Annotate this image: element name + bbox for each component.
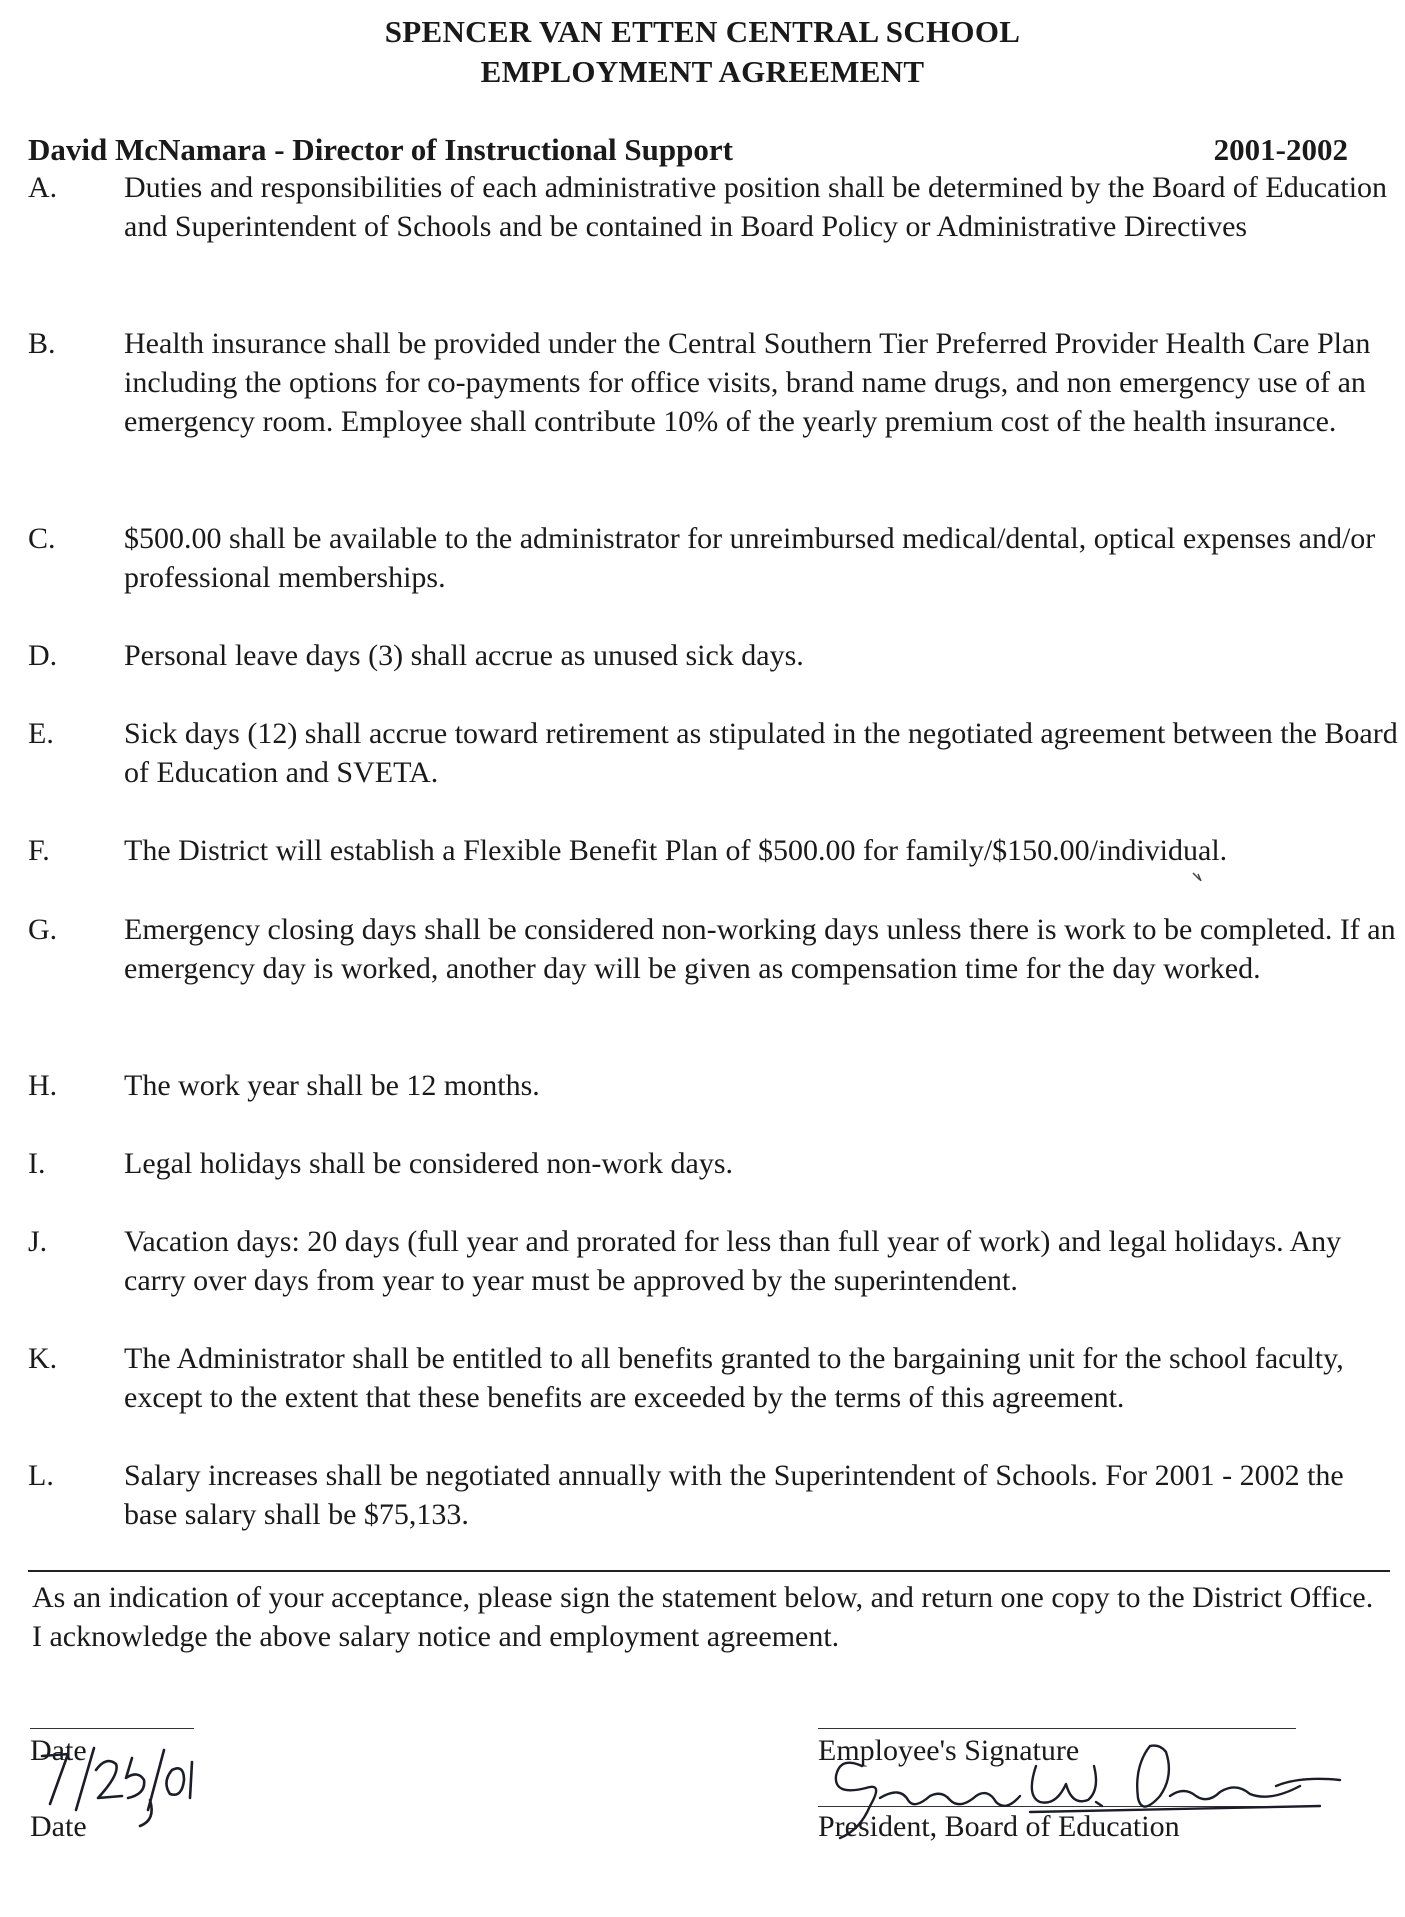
clause-text: Emergency closing days shall be considered non-working days unless there is work to be completed. If an emergency day is worked, another day will be given as compensation time for the day worked.	[124, 913, 1396, 985]
clause-letter: G.	[28, 913, 58, 946]
clause-letter: B.	[28, 327, 56, 360]
acceptance-instruction: As an indication of your acceptance, please sign the statement below, and return one copy to the District Office.	[32, 1581, 1374, 1614]
acknowledgement-statement: I acknowledge the above salary notice and employment agreement.	[32, 1620, 840, 1653]
clause-letter: A.	[28, 171, 58, 204]
president-signature-label: President, Board of Education	[818, 1810, 1180, 1843]
clause-text: Legal holidays shall be considered non-work days.	[124, 1147, 734, 1180]
clause-text: The work year shall be 12 months.	[124, 1069, 540, 1102]
clause-letter: K.	[28, 1342, 58, 1375]
acceptance-block	[32, 1578, 1382, 1656]
clause-letter: E.	[28, 717, 54, 750]
clause-text: Salary increases shall be negotiated annually with the Superintendent of Schools. For 2001 - 2002 the base salary shall be $75,133.	[124, 1459, 1344, 1531]
date-line-1	[30, 1728, 194, 1729]
clause-text: Health insurance shall be provided under the Central Southern Tier Preferred Provider Health Care Plan including the options for co-payments for office visits, brand name drugs, and non emergency use of an emergency room. Employee shall contribute 10% of the yearly premium cost of the health insurance.	[124, 327, 1371, 438]
handwritten-date	[36, 1740, 206, 1830]
clause-text: The District will establish a Flexible Benefit Plan of $500.00 for family/$150.00/individual.	[124, 834, 1228, 867]
document-title: EMPLOYMENT AGREEMENT	[480, 54, 925, 89]
clause-letter: L.	[28, 1459, 54, 1492]
agreement-subheader	[28, 132, 1348, 168]
clause-text: Duties and responsibilities of each administrative position shall be determined by the Board of Education and Superintendent of Schools and be contained in Board Policy or Administrative Directives	[124, 171, 1388, 243]
employee-signature-label: Employee's Signature	[818, 1734, 1080, 1767]
clause-letter: F.	[28, 834, 50, 867]
clause-letter: H.	[28, 1069, 58, 1102]
agreement-year: 2001-2002	[1213, 132, 1348, 167]
stray-mark-icon	[1190, 870, 1204, 884]
clause-text: Vacation days: 20 days (full year and prorated for less than full year of work) and legal holidays. Any carry over days from year to year must be approved by the superintendent.	[124, 1225, 1342, 1297]
clause-letter: I.	[28, 1147, 46, 1180]
clause-text: $500.00 shall be available to the administrator for unreimbursed medical/dental, optical expenses and/or professional memberships.	[124, 522, 1376, 594]
date-label-2: Date	[30, 1810, 87, 1843]
clause-letter: D.	[28, 639, 58, 672]
clause-letter: J.	[28, 1225, 48, 1258]
clause-letter: C.	[28, 522, 56, 555]
clause-text: The Administrator shall be entitled to all benefits granted to the bargaining unit for the school faculty, except to the extent that these benefits are exceeded by the terms of this agreement.	[124, 1342, 1344, 1414]
employee-name-position: David McNamara - Director of Instructional Support	[28, 132, 733, 167]
clause-text: Personal leave days (3) shall accrue as unused sick days.	[124, 639, 804, 672]
school-name: SPENCER VAN ETTEN CENTRAL SCHOOL	[384, 14, 1021, 49]
clause-text: Sick days (12) shall accrue toward retirement as stipulated in the negotiated agreement between the Board of Education and SVETA.	[124, 717, 1398, 789]
date-label-1: Date	[30, 1734, 87, 1767]
president-signature-icon	[800, 1726, 1360, 1846]
section-divider	[28, 1570, 1390, 1572]
